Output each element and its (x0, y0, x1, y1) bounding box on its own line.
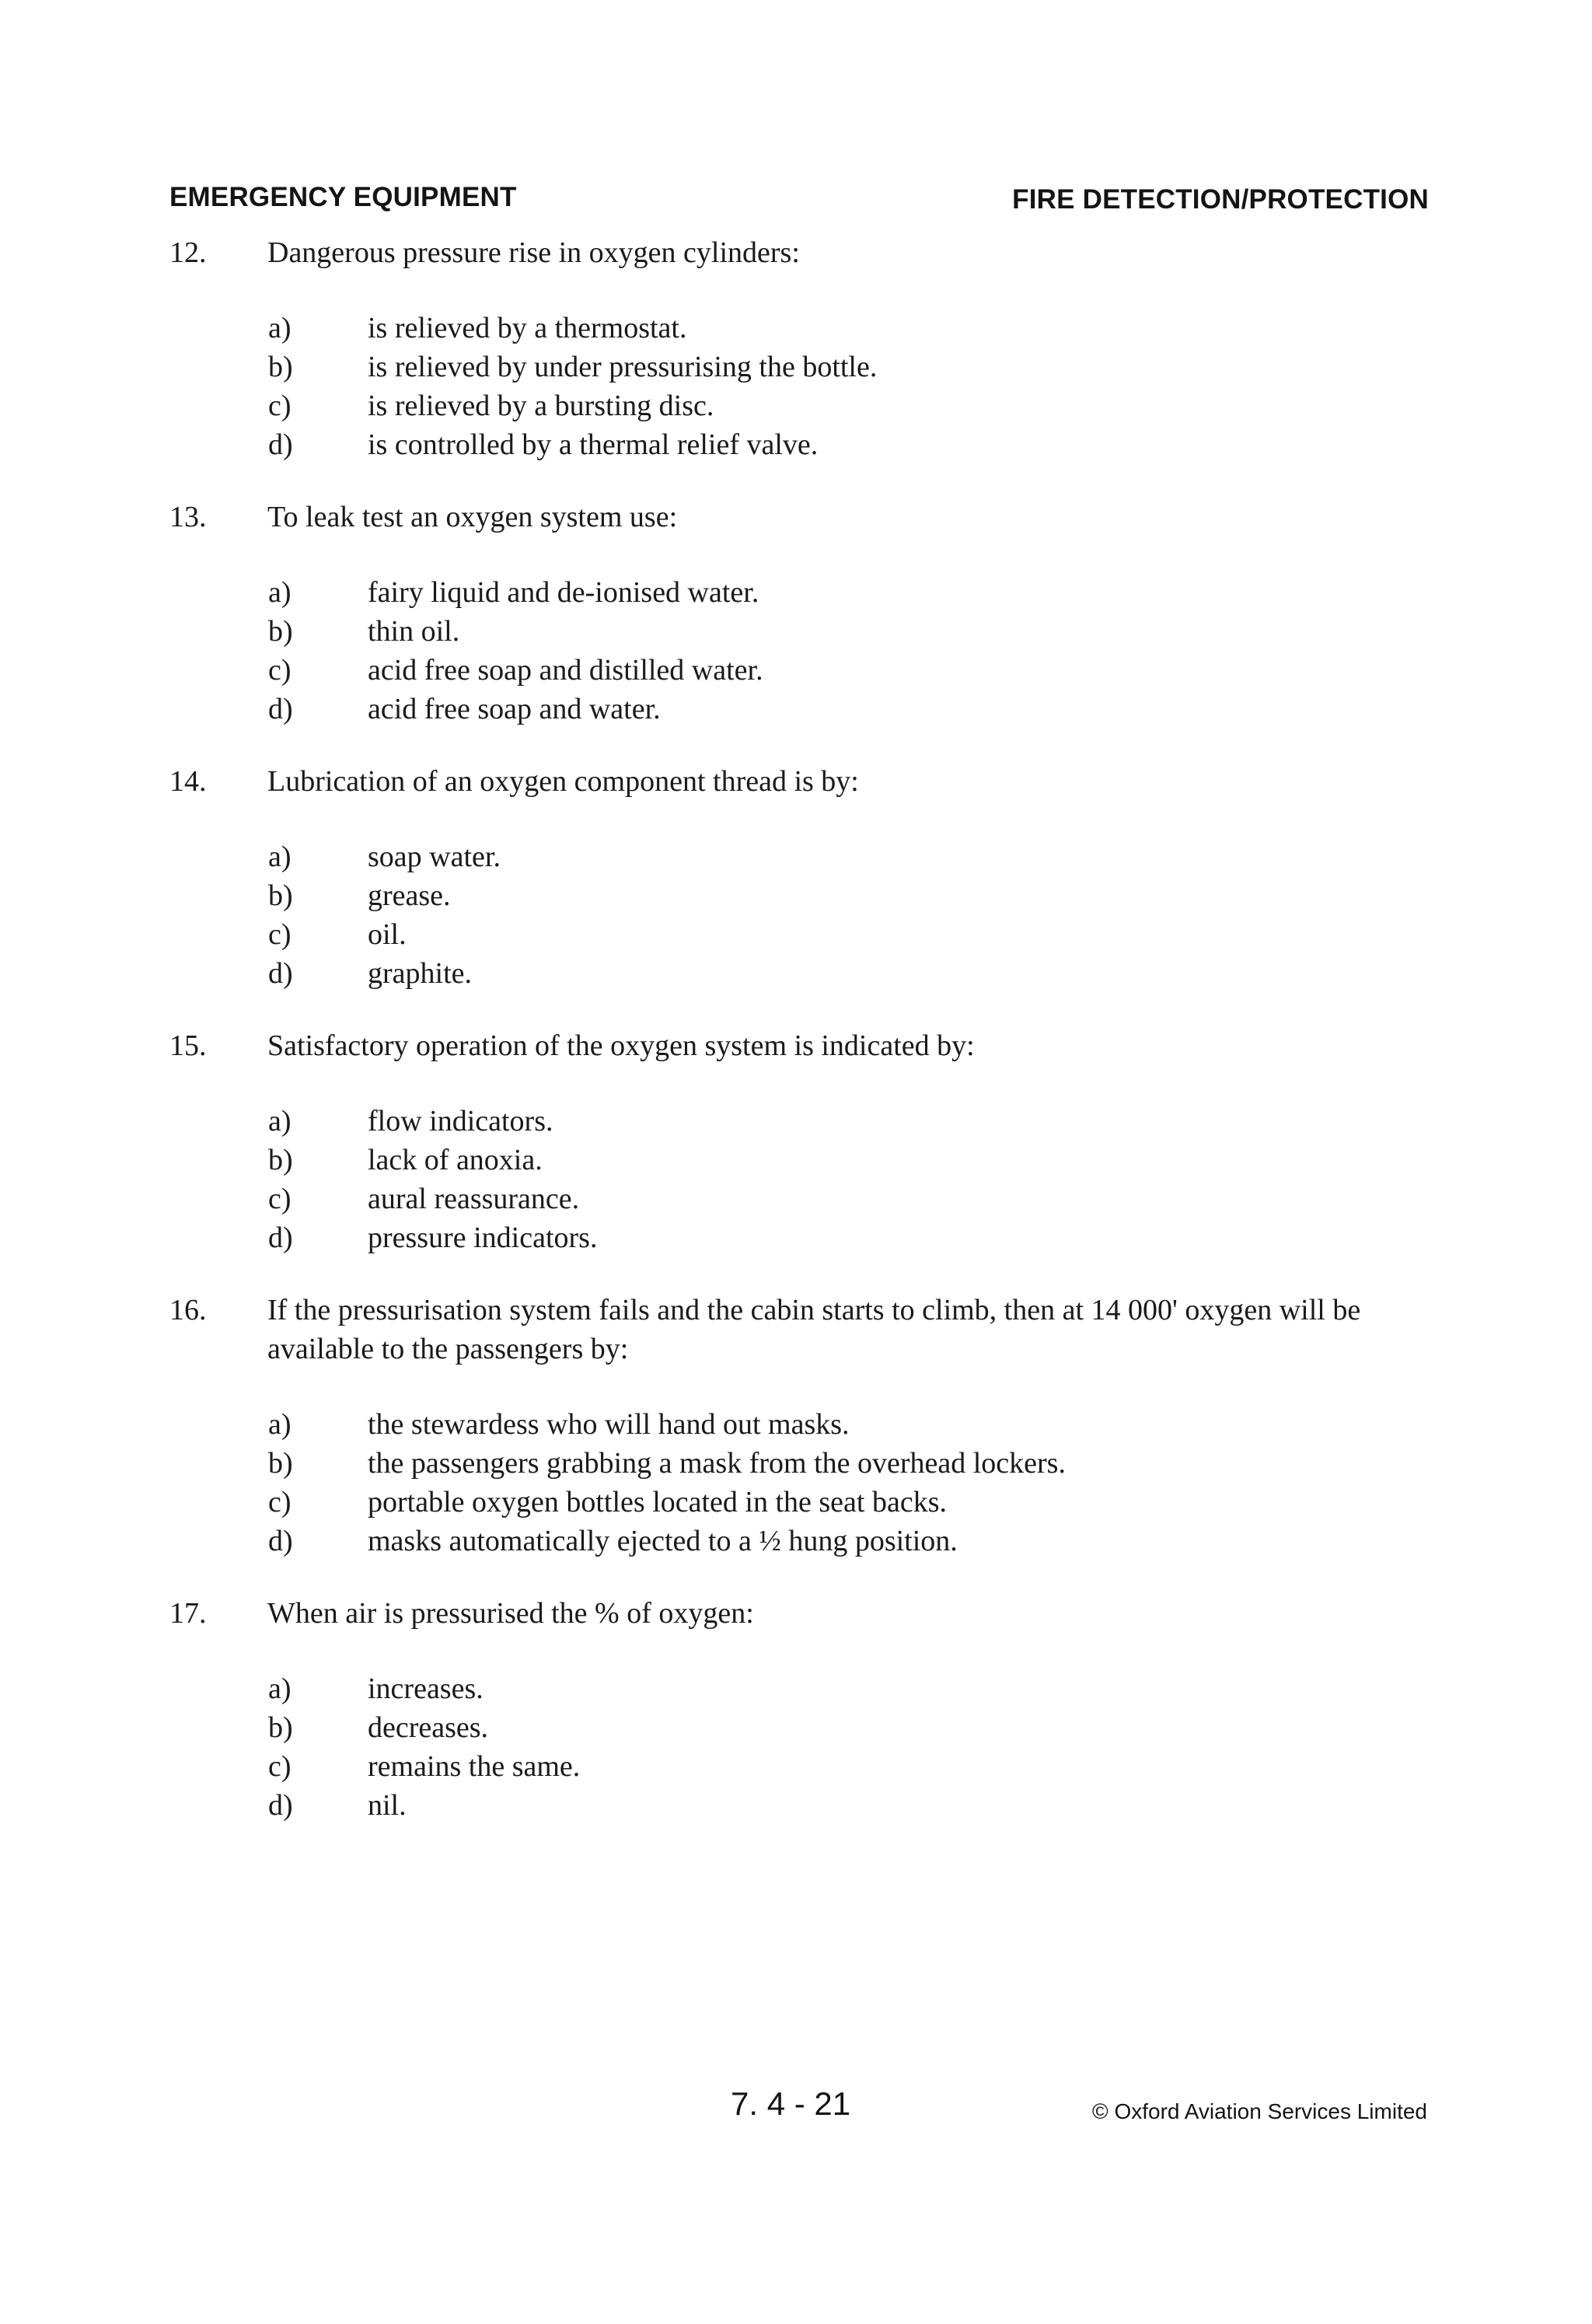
question-stem (169, 498, 1437, 536)
answer-option (169, 1483, 1437, 1522)
option-text: oil. (368, 918, 407, 951)
option-text: is relieved by a thermostat. (368, 312, 687, 344)
option-label: d) (268, 428, 293, 461)
option-label: b) (268, 351, 293, 383)
answer-option (169, 348, 1437, 386)
answer-option (169, 651, 1437, 690)
answer-options (169, 1405, 1437, 1560)
answer-option (169, 954, 1437, 993)
question-text: Satisfactory operation of the oxygen system is indicated by: (267, 1029, 975, 1062)
option-label: b) (268, 1144, 293, 1176)
question-block (169, 762, 1437, 993)
option-label: c) (268, 1486, 292, 1518)
answer-options (169, 573, 1437, 729)
option-label: d) (268, 957, 293, 990)
option-text: acid free soap and water. (368, 693, 661, 725)
answer-options (169, 837, 1437, 993)
answer-option (169, 1179, 1437, 1218)
option-label: d) (268, 1789, 293, 1822)
option-text: pressure indicators. (368, 1221, 598, 1254)
option-label: a) (268, 1105, 292, 1138)
copyright-notice: © Oxford Aviation Services Limited (1092, 2099, 1427, 2123)
question-block (169, 233, 1437, 464)
answer-options (169, 1669, 1437, 1825)
answer-options (169, 1102, 1437, 1257)
option-text: the stewardess who will hand out masks. (368, 1408, 850, 1441)
option-text: portable oxygen bottles located in the seat backs. (368, 1486, 947, 1518)
question-text: If the pressurisation system fails and the cabin starts to climb, then at 14 000' oxygen will be available to the passengers by: (267, 1294, 1361, 1365)
question-stem (169, 762, 1437, 801)
question-block (169, 1026, 1437, 1257)
option-text: grease. (368, 879, 451, 912)
option-label: d) (268, 1221, 293, 1254)
answer-option (169, 876, 1437, 915)
option-text: is relieved by under pressurising the bottle. (368, 351, 878, 383)
option-label: c) (268, 390, 292, 422)
question-number: 15. (169, 1029, 207, 1062)
option-text: acid free soap and distilled water. (368, 654, 763, 687)
question-block (169, 498, 1437, 729)
option-label: d) (268, 693, 293, 725)
option-label: a) (268, 1672, 292, 1705)
option-label: a) (268, 1408, 292, 1441)
answer-option (169, 573, 1437, 612)
question-text: To leak test an oxygen system use: (267, 501, 678, 533)
option-text: soap water. (368, 840, 501, 873)
question-stem (169, 1291, 1437, 1368)
answer-option (169, 690, 1437, 729)
question-text: Dangerous pressure rise in oxygen cylinders: (267, 236, 800, 269)
answer-option (169, 1522, 1437, 1560)
option-text: nil. (368, 1789, 407, 1822)
answer-option (169, 386, 1437, 425)
option-label: c) (268, 918, 292, 951)
option-text: remains the same. (368, 1750, 581, 1783)
option-text: fairy liquid and de-ionised water. (368, 576, 759, 609)
answer-option (169, 1444, 1437, 1483)
option-text: increases. (368, 1672, 484, 1705)
header-section-title: FIRE DETECTION/PROTECTION (1012, 184, 1429, 215)
header-chapter-title: EMERGENCY EQUIPMENT (169, 182, 517, 212)
question-number: 13. (169, 501, 207, 533)
page-number: 7. 4 - 21 (731, 2085, 851, 2122)
answer-option (169, 425, 1437, 464)
option-text: lack of anoxia. (368, 1144, 543, 1176)
option-label: c) (268, 1750, 292, 1783)
option-text: thin oil. (368, 615, 460, 648)
option-text: is controlled by a thermal relief valve. (368, 428, 819, 461)
answer-option (169, 837, 1437, 876)
question-list (169, 233, 1437, 1858)
option-text: the passengers grabbing a mask from the overhead lockers. (368, 1447, 1066, 1480)
answer-option (169, 1141, 1437, 1179)
answer-option (169, 1102, 1437, 1141)
answer-option (169, 1786, 1437, 1825)
option-label: b) (268, 1711, 293, 1744)
option-label: c) (268, 654, 292, 687)
option-label: b) (268, 1447, 293, 1480)
question-text: Lubrication of an oxygen component thread is by: (267, 765, 859, 798)
question-stem (169, 1594, 1437, 1633)
option-label: a) (268, 312, 292, 344)
option-text: decreases. (368, 1711, 489, 1744)
answer-option (169, 612, 1437, 651)
question-number: 16. (169, 1294, 207, 1326)
option-label: a) (268, 576, 292, 609)
answer-option (169, 1708, 1437, 1747)
answer-option (169, 1669, 1437, 1708)
answer-option (169, 1405, 1437, 1444)
question-block (169, 1594, 1437, 1825)
option-text: flow indicators. (368, 1105, 553, 1138)
option-text: graphite. (368, 957, 473, 990)
option-label: b) (268, 615, 293, 648)
answer-option (169, 1747, 1437, 1786)
option-text: aural reassurance. (368, 1183, 580, 1215)
question-text: When air is pressurised the % of oxygen: (267, 1597, 754, 1630)
question-stem (169, 233, 1437, 272)
option-label: b) (268, 879, 293, 912)
answer-option (169, 309, 1437, 348)
answer-options (169, 309, 1437, 464)
option-label: c) (268, 1183, 292, 1215)
answer-option (169, 1218, 1437, 1257)
question-number: 14. (169, 765, 207, 798)
option-text: is relieved by a bursting disc. (368, 390, 714, 422)
option-label: a) (268, 840, 292, 873)
question-block (169, 1291, 1437, 1560)
option-text: masks automatically ejected to a ½ hung position. (368, 1525, 958, 1557)
answer-option (169, 915, 1437, 954)
option-label: d) (268, 1525, 293, 1557)
question-number: 17. (169, 1597, 207, 1630)
question-stem (169, 1026, 1437, 1065)
question-number: 12. (169, 236, 207, 269)
